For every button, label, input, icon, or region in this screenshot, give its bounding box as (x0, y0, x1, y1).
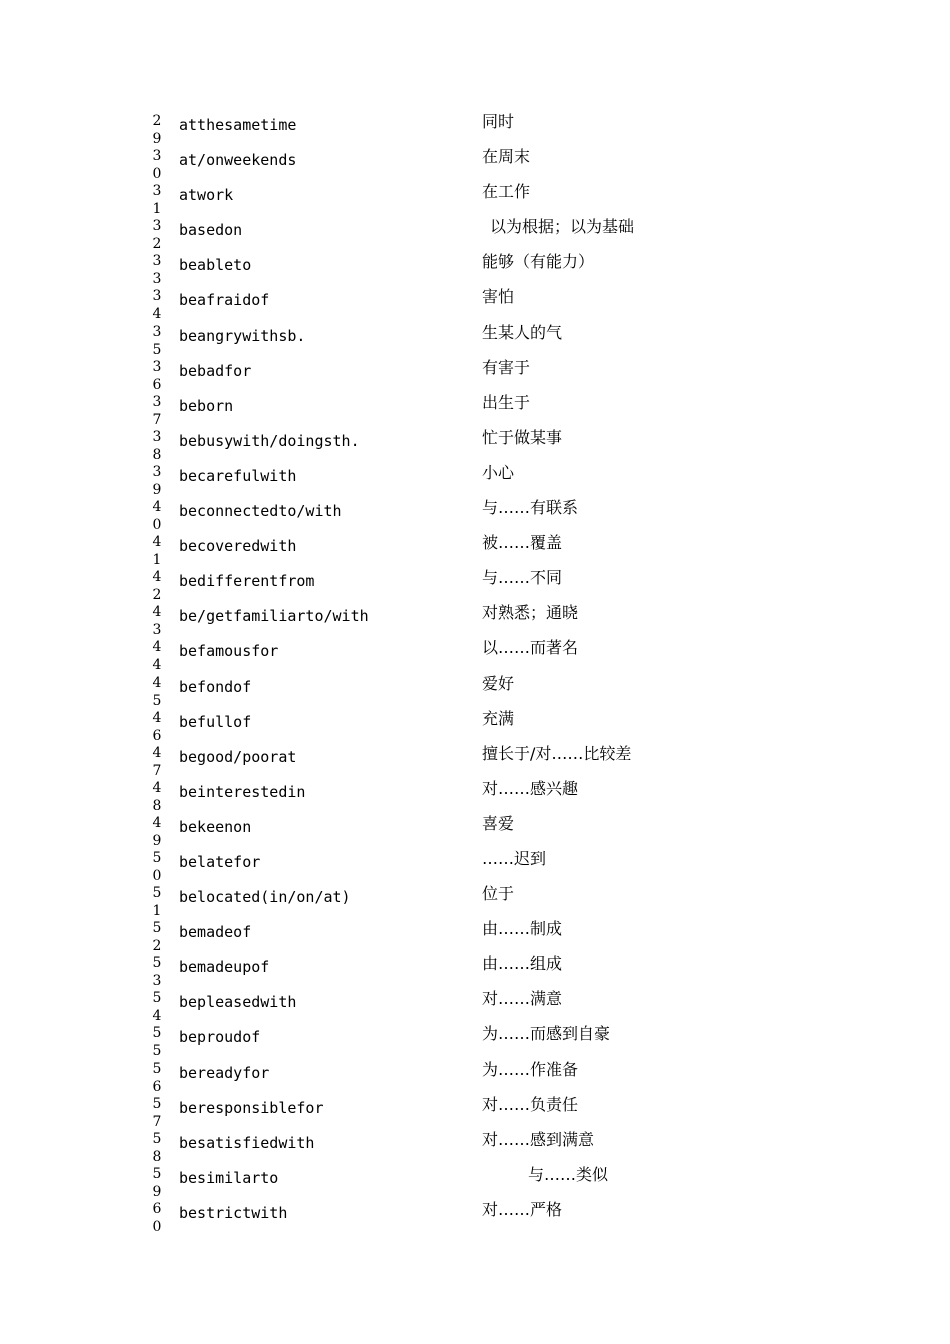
line-number: 34 (152, 288, 162, 323)
list-item (0, 880, 950, 920)
list-item (0, 775, 950, 814)
english-phrase: befullof (179, 712, 252, 731)
list-item (0, 599, 950, 639)
list-item (0, 705, 950, 744)
line-number: 52 (152, 920, 162, 955)
chinese-meaning: 爱好 (482, 673, 515, 693)
line-number: 42 (152, 569, 162, 604)
english-phrase: becoveredwith (179, 537, 297, 556)
line-number: 56 (152, 1060, 162, 1095)
line-number: 49 (152, 814, 162, 849)
english-phrase: becarefulwith (179, 466, 297, 485)
line-number: 53 (152, 955, 162, 990)
chinese-meaning: 同时 (482, 112, 515, 131)
chinese-meaning: 与……类似 (528, 1164, 609, 1184)
chinese-meaning: 生某人的气 (482, 322, 563, 342)
list-item (0, 213, 950, 253)
line-number: 32 (152, 218, 162, 253)
chinese-meaning: 与……有联系 (482, 498, 579, 518)
list-item (0, 494, 950, 534)
list-item (0, 564, 950, 604)
line-number: 29 (152, 113, 162, 147)
line-number: 36 (152, 358, 162, 393)
english-phrase: belatefor (179, 852, 261, 871)
line-number: 54 (152, 990, 162, 1025)
english-phrase: befamousfor (179, 642, 279, 661)
phrase-list (0, 108, 950, 1235)
chinese-meaning: 小心 (482, 462, 515, 482)
chinese-meaning: 对熟悉；通晓 (482, 603, 579, 623)
english-phrase: beresponsiblefor (179, 1098, 324, 1117)
english-phrase: bebusywith/doingsth. (179, 431, 360, 450)
english-phrase: beborn (179, 396, 234, 415)
line-number: 31 (152, 183, 162, 218)
list-item (0, 1161, 950, 1200)
english-phrase: bemadeupof (179, 958, 270, 977)
list-item (0, 670, 950, 709)
chinese-meaning: 以……而著名 (482, 638, 579, 658)
english-phrase: belocated(in/on/at) (179, 888, 351, 907)
line-number: 43 (152, 604, 162, 639)
list-item (0, 915, 950, 955)
line-number: 46 (152, 709, 162, 744)
line-number: 41 (152, 534, 162, 569)
line-number: 33 (152, 253, 162, 288)
chinese-meaning: 为……而感到自豪 (482, 1024, 611, 1044)
list-item (0, 178, 950, 218)
list-item (0, 424, 950, 463)
list-item (0, 143, 950, 183)
english-phrase: basedon (179, 221, 243, 240)
chinese-meaning: 有害于 (482, 357, 531, 377)
line-number: 35 (152, 323, 162, 358)
english-phrase: beableto (179, 256, 252, 275)
english-phrase: atwork (179, 186, 234, 205)
list-item (0, 1056, 950, 1095)
list-item (0, 1196, 950, 1235)
english-phrase: beafraidof (179, 291, 270, 310)
english-phrase: bemadeof (179, 923, 252, 942)
english-phrase: begood/poorat (179, 747, 297, 766)
chinese-meaning: 位于 (482, 884, 515, 904)
list-item (0, 319, 950, 358)
line-number: 60 (152, 1200, 162, 1235)
list-item (0, 459, 950, 498)
english-phrase: bebadfor (179, 361, 252, 380)
chinese-meaning: 在工作 (482, 182, 531, 202)
line-number: 55 (152, 1025, 162, 1060)
line-number: 44 (152, 639, 162, 674)
chinese-meaning: 出生于 (482, 392, 531, 412)
chinese-meaning: 对……负责任 (482, 1094, 579, 1114)
chinese-meaning: 对……严格 (482, 1199, 563, 1219)
line-number: 47 (152, 744, 162, 779)
list-item (0, 740, 950, 779)
chinese-meaning: 在周末 (482, 147, 531, 167)
line-number: 57 (152, 1095, 162, 1130)
chinese-meaning: 被……覆盖 (482, 533, 563, 553)
chinese-meaning: 以为根据；以为基础 (490, 217, 635, 237)
line-number: 51 (152, 885, 162, 920)
english-phrase: atthesametime (179, 116, 297, 134)
list-item (0, 845, 950, 884)
english-phrase: beangrywithsb. (179, 326, 306, 345)
english-phrase: beconnectedto/with (179, 502, 342, 521)
line-number: 37 (152, 393, 162, 428)
chinese-meaning: 对……满意 (482, 989, 563, 1009)
chinese-meaning: 由……组成 (482, 954, 563, 974)
english-phrase: beinterestedin (179, 782, 306, 801)
line-number: 58 (152, 1130, 162, 1165)
list-item (0, 985, 950, 1025)
line-number: 40 (152, 499, 162, 534)
english-phrase: beproudof (179, 1028, 261, 1047)
chinese-meaning: 忙于做某事 (482, 427, 563, 447)
chinese-meaning: 与……不同 (482, 568, 563, 588)
list-item (0, 1126, 950, 1165)
chinese-meaning: 对……感到满意 (482, 1129, 595, 1149)
chinese-meaning: ……迟到 (482, 848, 547, 868)
english-phrase: bekeenon (179, 817, 252, 836)
line-number: 45 (152, 674, 162, 709)
list-item (0, 529, 950, 569)
list-item (0, 354, 950, 393)
line-number: 50 (152, 849, 162, 884)
chinese-meaning: 害怕 (482, 287, 515, 307)
chinese-meaning: 充满 (482, 708, 515, 728)
list-item (0, 1091, 950, 1130)
list-item (0, 810, 950, 849)
english-phrase: be/getfamiliarto/with (179, 607, 369, 626)
list-item (0, 283, 950, 323)
list-item (0, 108, 950, 147)
chinese-meaning: 由……制成 (482, 919, 563, 939)
chinese-meaning: 为……作准备 (482, 1059, 579, 1079)
line-number: 39 (152, 463, 162, 498)
english-phrase: at/onweekends (179, 151, 297, 170)
list-item (0, 389, 950, 428)
line-number: 48 (152, 779, 162, 814)
chinese-meaning: 擅长于/对……比较差 (482, 743, 632, 763)
list-item (0, 634, 950, 674)
english-phrase: bereadyfor (179, 1063, 270, 1082)
line-number: 59 (152, 1165, 162, 1200)
line-number: 30 (152, 148, 162, 183)
list-item (0, 950, 950, 990)
list-item (0, 1020, 950, 1060)
english-phrase: besatisfiedwith (179, 1133, 315, 1152)
chinese-meaning: 喜爱 (482, 813, 515, 833)
english-phrase: bedifferentfrom (179, 572, 315, 591)
chinese-meaning: 对……感兴趣 (482, 778, 579, 798)
english-phrase: befondof (179, 677, 252, 696)
english-phrase: bepleasedwith (179, 993, 297, 1012)
english-phrase: bestrictwith (179, 1203, 288, 1222)
list-item (0, 248, 950, 288)
chinese-meaning: 能够（有能力） (482, 252, 595, 272)
english-phrase: besimilarto (179, 1168, 279, 1187)
line-number: 38 (152, 428, 162, 463)
